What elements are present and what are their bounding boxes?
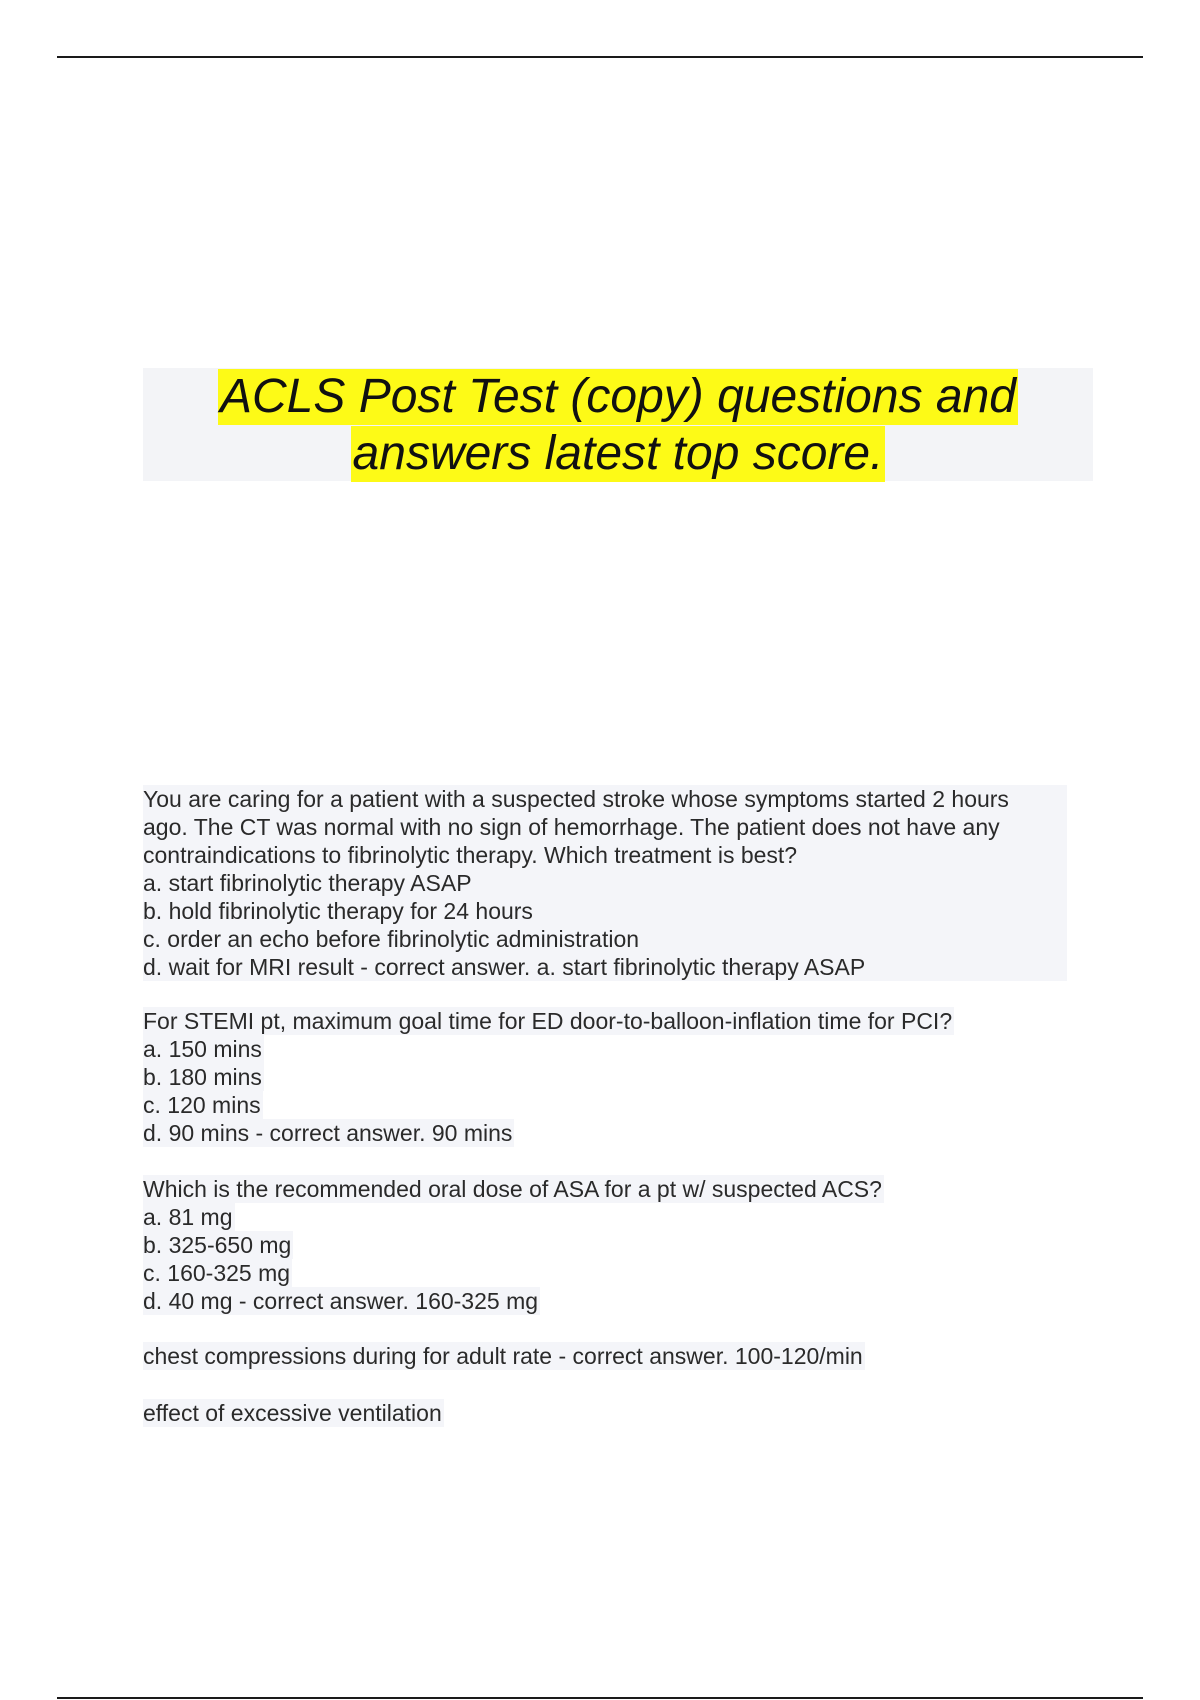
question-4 [143, 1342, 865, 1370]
top-rule [57, 56, 1143, 58]
title-box [143, 368, 1093, 481]
question-1 [143, 785, 1067, 981]
question-1-option-b: b. hold fibrinolytic therapy for 24 hours [143, 898, 533, 924]
question-2-stem: For STEMI pt, maximum goal time for ED door-to-balloon-inflation time for PCI? [143, 1008, 953, 1034]
question-2-option-b: b. 180 mins [143, 1064, 262, 1090]
question-3-option-b: b. 325-650 mg [143, 1232, 292, 1258]
question-3-stem: Which is the recommended oral dose of ASA for a pt w/ suspected ACS? [143, 1176, 882, 1202]
question-5 [143, 1399, 444, 1427]
question-1-option-c: c. order an echo before fibrinolytic administration [143, 926, 640, 952]
question-1-stem-line-1: You are caring for a patient with a suspected stroke whose symptoms started 2 hours [143, 786, 1009, 812]
question-1-stem-line-3: contraindications to fibrinolytic therapy. Which treatment is best? [143, 842, 798, 868]
question-2 [143, 1007, 954, 1147]
question-3 [143, 1175, 884, 1315]
question-1-option-d-answer: d. wait for MRI result - correct answer. a. start fibrinolytic therapy ASAP [143, 954, 866, 980]
question-1-option-a: a. start fibrinolytic therapy ASAP [143, 870, 472, 896]
question-2-option-a: a. 150 mins [143, 1036, 262, 1062]
title-line-2: answers latest top score. [352, 427, 884, 480]
question-3-option-c: c. 160-325 mg [143, 1260, 291, 1286]
question-2-option-d-answer: d. 90 mins - correct answer. 90 mins [143, 1120, 513, 1146]
question-5-stem: effect of excessive ventilation [143, 1400, 442, 1426]
bottom-rule [57, 1697, 1143, 1699]
title-line-1: ACLS Post Test (copy) questions and [220, 370, 1016, 423]
question-3-option-d-answer: d. 40 mg - correct answer. 160-325 mg [143, 1288, 539, 1314]
question-1-stem-line-2: ago. The CT was normal with no sign of hemorrhage. The patient does not have any [143, 814, 1000, 840]
question-2-option-c: c. 120 mins [143, 1092, 261, 1118]
question-4-stem-answer: chest compressions during for adult rate - correct answer. 100-120/min [143, 1343, 863, 1369]
question-3-option-a: a. 81 mg [143, 1204, 233, 1230]
